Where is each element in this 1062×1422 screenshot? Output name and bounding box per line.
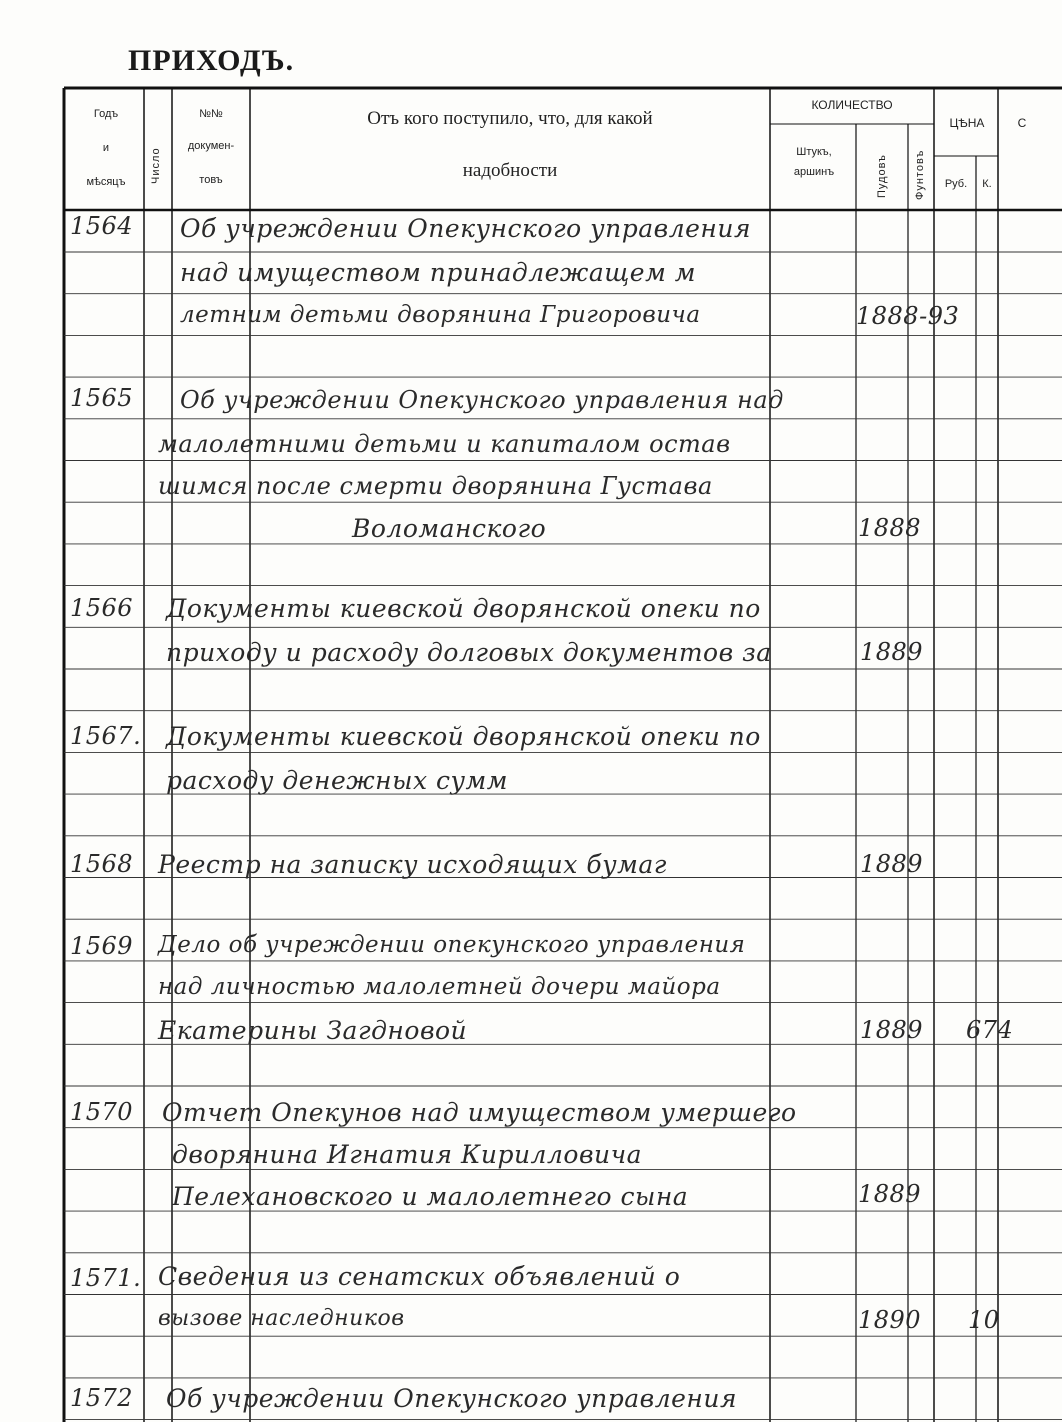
header-day: Число	[150, 147, 162, 184]
header-quantity: КОЛИЧЕСТВО	[811, 98, 893, 112]
header-and: и	[102, 142, 110, 154]
entry-line: Екатерины Загдновой	[158, 1016, 468, 1045]
entry-line: над личностью малолетней дочери майора	[158, 974, 721, 1000]
header-year: Годъ	[93, 108, 119, 120]
entry-line: малолетними детьми и капиталом остав	[158, 430, 731, 458]
entry-line: Пелехановского и малолетнего сына	[172, 1182, 689, 1211]
entry-year: 1888	[858, 514, 922, 542]
entry-line: шимся после смерти дворянина Густава	[158, 472, 713, 500]
entry-year: 1889	[860, 1016, 924, 1044]
entry-extra: 674	[966, 1016, 1014, 1044]
entry-line: дворянина Игнатия Кирилловича	[172, 1140, 643, 1169]
entry-line: расходу денежных сумм	[166, 766, 509, 795]
entry-year: 1889	[858, 1180, 922, 1208]
header-doc-no: №№	[199, 108, 223, 120]
header-kop: К.	[982, 178, 992, 190]
header-cut-column: С	[1017, 116, 1027, 130]
header-pieces: Штукъ,	[796, 146, 832, 158]
entry-line: Сведения из сенатских объявлений о	[158, 1262, 681, 1291]
entry-line: приходу и расходу долговых документов за	[166, 638, 772, 667]
entry-number: 1564	[70, 212, 134, 240]
header-doc-line3: товъ	[199, 174, 223, 186]
entry-number: 1565	[70, 384, 134, 412]
entry-number: 1568	[70, 850, 134, 878]
entry-extra: 10	[968, 1306, 1000, 1334]
entry-line: Об учреждении Опекунского управления	[180, 214, 752, 243]
entry-line: Дело об учреждении опекунского управления	[158, 932, 746, 958]
entry-line: Воломанского	[352, 514, 547, 543]
entry-line: летним детьми дворянина Григоровича	[180, 302, 701, 328]
entry-number: 1566	[70, 594, 134, 622]
header-poods: Пудовъ	[876, 154, 888, 198]
header-pounds: Фунтовъ	[914, 149, 926, 200]
header-arshin: аршинъ	[793, 166, 835, 178]
entry-line: Реестр на записку исходящих бумаг	[158, 850, 667, 879]
entry-line: над имуществом принадлежащем м	[180, 258, 696, 287]
entry-number: 1571.	[70, 1264, 142, 1292]
entry-number: 1567.	[70, 722, 142, 750]
entry-number: 1569	[70, 932, 134, 960]
entry-line: Документы киевской дворянской опеки по	[166, 722, 761, 751]
header-price: ЦѢНА	[949, 116, 985, 130]
header-doc-line2: докумен-	[187, 140, 235, 152]
entry-year: 1889	[860, 850, 924, 878]
entry-line: Документы киевской дворянской опеки по	[166, 594, 761, 623]
entry-year: 1889	[860, 638, 924, 666]
header-purpose: надобности	[462, 160, 558, 181]
entry-line: Об учреждении Опекунского управления над	[180, 386, 784, 414]
ledger-table	[62, 86, 1062, 1422]
page-title: ПРИХОДЪ.	[128, 44, 295, 77]
entry-year: 1890	[858, 1306, 922, 1334]
entry-year: 1888-93	[856, 302, 960, 330]
entry-line: вызове наследников	[158, 1306, 405, 1331]
entry-number: 1572	[70, 1384, 134, 1412]
header-from-whom: Отъ кого поступило, что, для какой	[367, 108, 653, 129]
header-rub: Руб.	[944, 178, 968, 190]
entry-line: Об учреждении Опекунского управления	[166, 1384, 738, 1413]
header-month: мѣсяцъ	[86, 176, 126, 188]
entry-number: 1570	[70, 1098, 134, 1126]
entry-line: Отчет Опекунов над имуществом умершего	[162, 1098, 797, 1127]
